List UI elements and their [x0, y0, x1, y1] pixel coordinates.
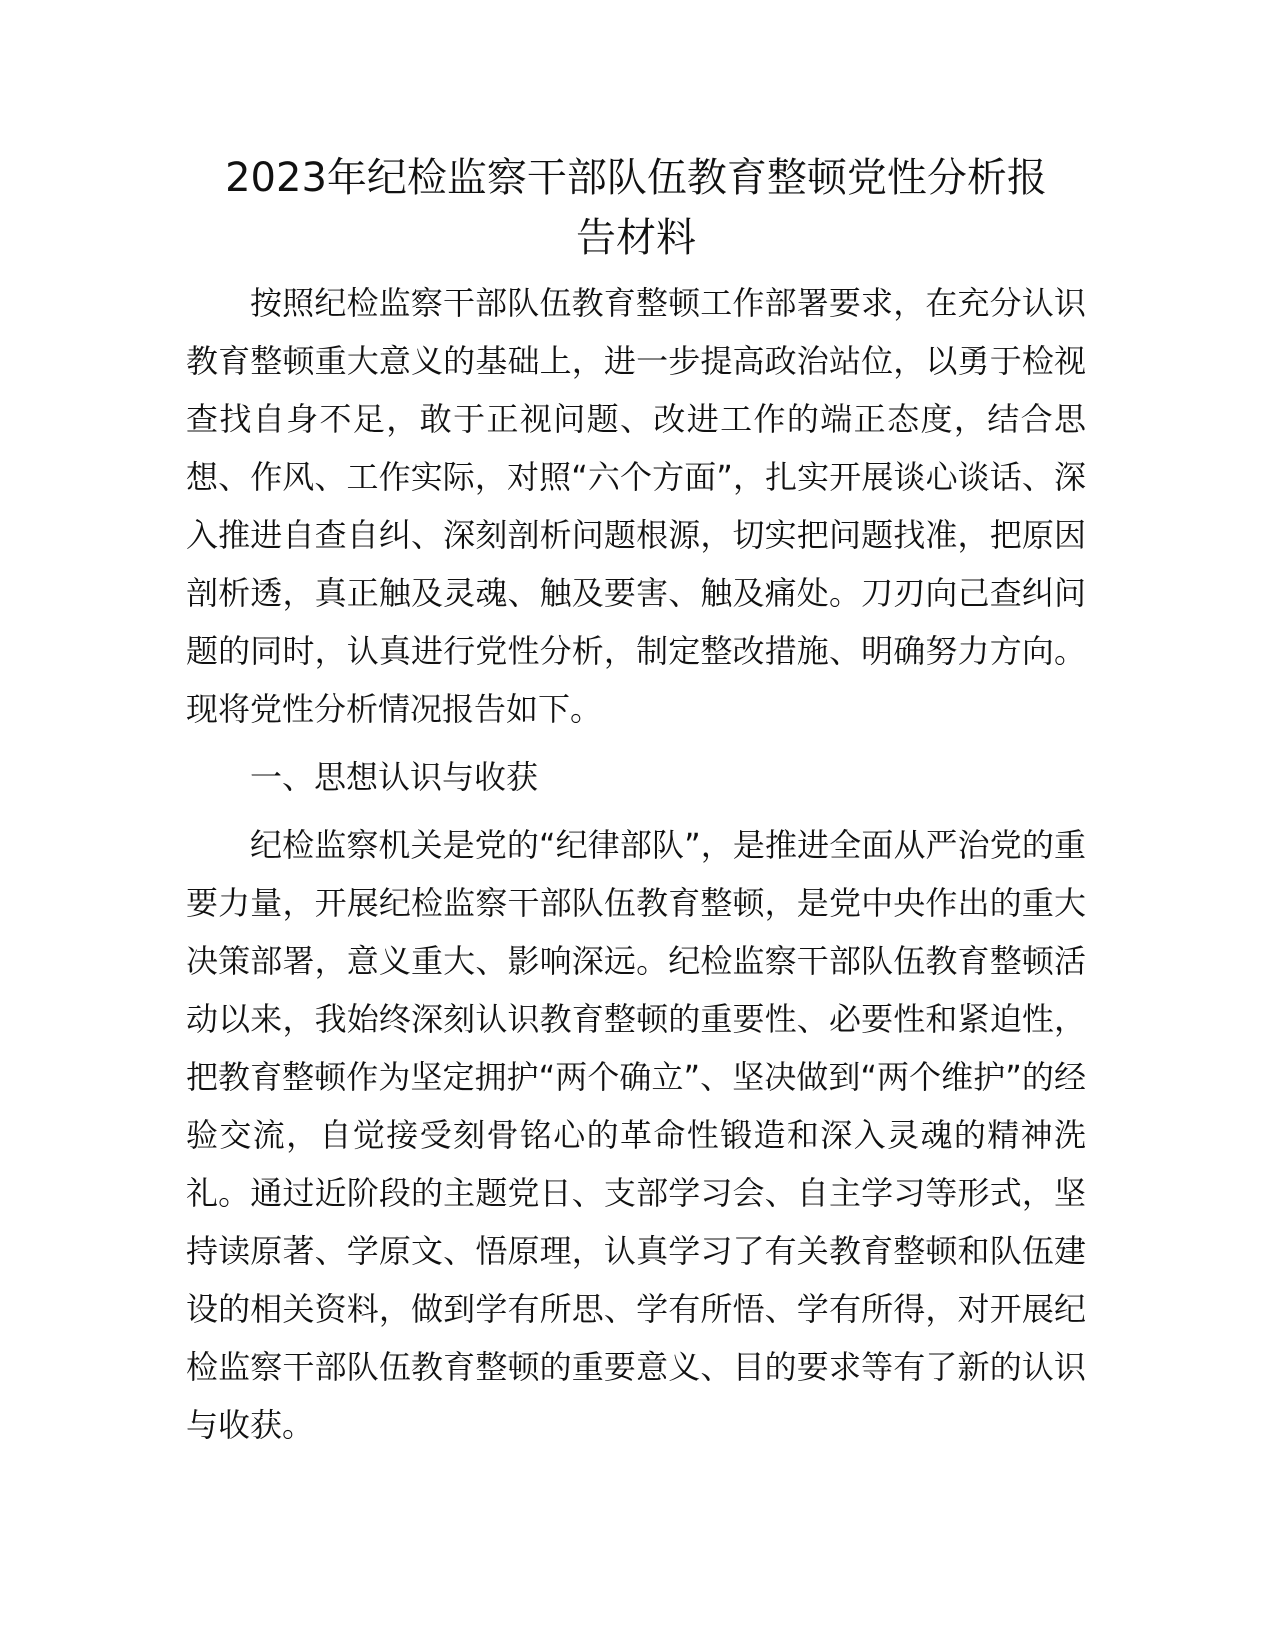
document-title	[186, 148, 1086, 268]
section-1-paragraph: 纪检监察机关是党的“纪律部队”，是推进全面从严治党的重要力量，开展纪检监察干部队伍教育整顿，是党中央作出的重大决策部署，意义重大、影响深远。纪检监察干部队伍教育整顿活动以来，我始终深刻认识教育整顿的重要性、必要性和紧迫性，把教育整顿作为坚定拥护“两个确立”、坚决做到“两个维护”的经验交流，自觉接受刻骨铭心的革命性锻造和深入灵魂的精神洗礼。通过近阶段的主题党日、支部学习会、自主学习等形式，坚持读原著、学原文、悟原理，认真学习了有关教育整顿和队伍建设的相关资料，做到学有所思、学有所悟、学有所得，对开展纪检监察干部队伍教育整顿的重要意义、目的要求等有了新的认识与收获。	[186, 826, 1086, 1444]
section-heading-1: 一、思想认识与收获	[250, 758, 539, 796]
title-line-2: 告材料	[576, 215, 696, 261]
document-body	[186, 148, 1086, 1454]
title-line-1: 2023年纪检监察干部队伍教育整顿党性分析报	[225, 155, 1047, 201]
intro-paragraph: 按照纪检监察干部队伍教育整顿工作部署要求，在充分认识教育整顿重大意义的基础上，进一步提高政治站位，以勇于检视查找自身不足，敢于正视问题、改进工作的端正态度，结合思想、作风、工作实际，对照“六个方面”，扎实开展谈心谈话、深入推进自查自纠、深刻剖析问题根源，切实把问题找准，把原因剖析透，真正触及灵魂、触及要害、触及痛处。刀刃向己查纠问题的同时，认真进行党性分析，制定整改措施、明确努力方向。现将党性分析情况报告如下。	[186, 284, 1086, 728]
